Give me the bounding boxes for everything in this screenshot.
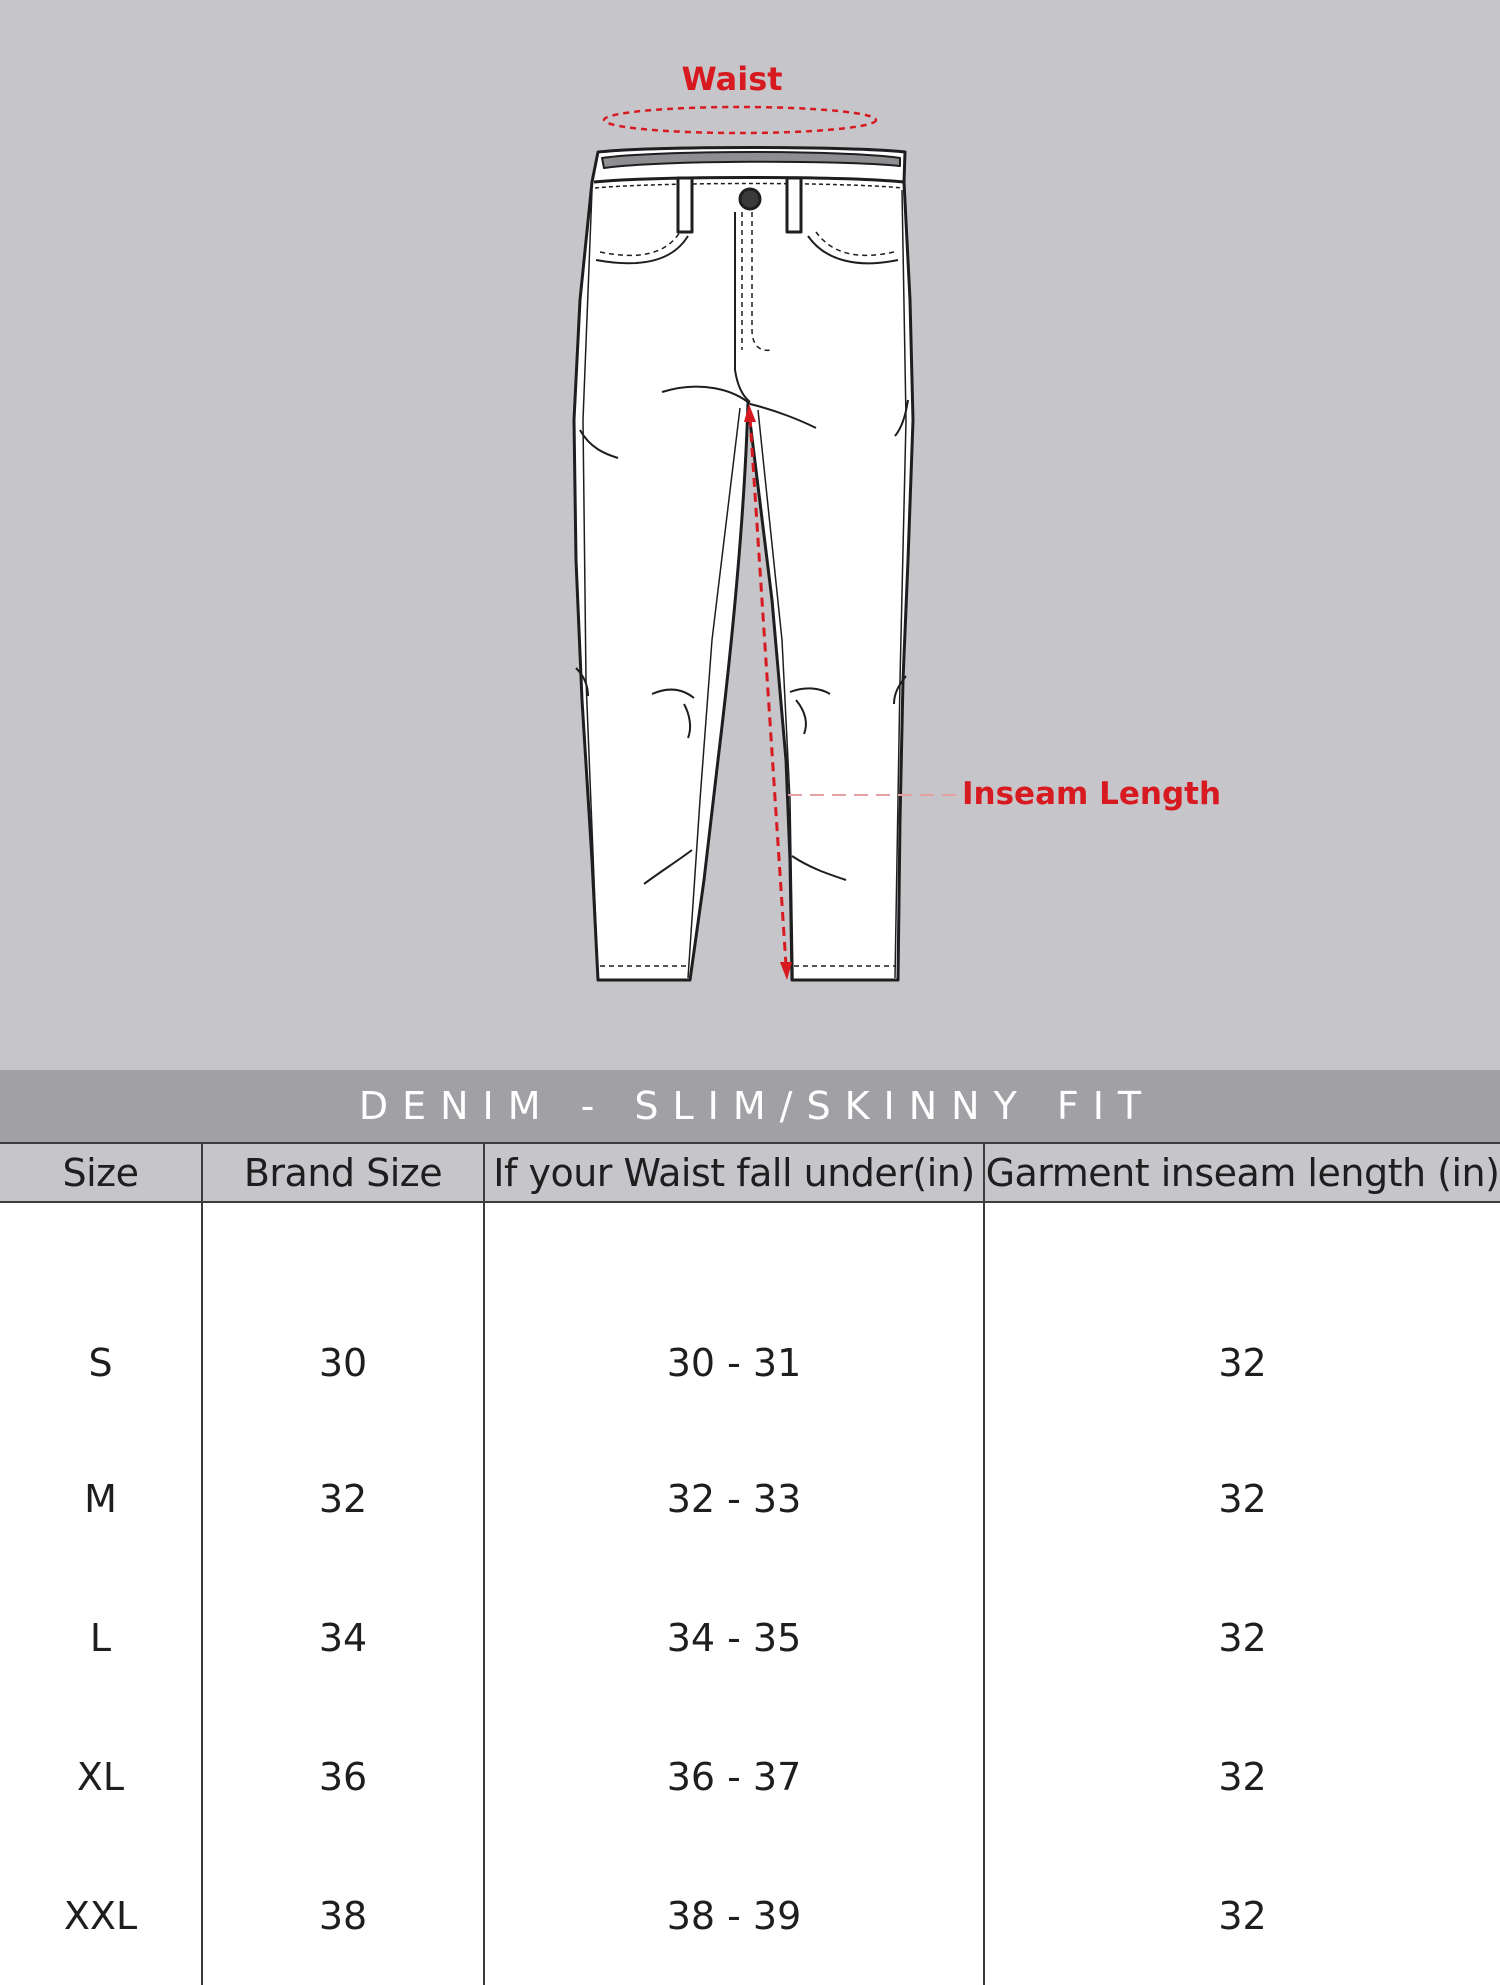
cell-brand-size: 32	[202, 1429, 484, 1568]
cell-waist-range: 34 - 35	[484, 1568, 984, 1707]
cell-size: L	[0, 1568, 202, 1707]
cell-inseam-length: 32	[984, 1202, 1500, 1429]
cell-waist-range: 38 - 39	[484, 1846, 984, 1985]
size-chart-table	[0, 1142, 1500, 1985]
column-header-size: Size	[0, 1143, 202, 1202]
cell-inseam-length: 32	[984, 1429, 1500, 1568]
cell-size: S	[0, 1202, 202, 1429]
cell-waist-range: 30 - 31	[484, 1202, 984, 1429]
table-row	[0, 1568, 1500, 1707]
column-header-brand-size: Brand Size	[202, 1143, 484, 1202]
cell-size: M	[0, 1429, 202, 1568]
table-header-row	[0, 1143, 1500, 1202]
table-row	[0, 1846, 1500, 1985]
table-row	[0, 1202, 1500, 1429]
cell-waist-range: 32 - 33	[484, 1429, 984, 1568]
cell-waist-range: 36 - 37	[484, 1707, 984, 1846]
column-header-inseam-length: Garment inseam length (in)	[984, 1143, 1500, 1202]
table-row	[0, 1429, 1500, 1568]
cell-inseam-length: 32	[984, 1707, 1500, 1846]
cell-inseam-length: 32	[984, 1846, 1500, 1985]
cell-inseam-length: 32	[984, 1568, 1500, 1707]
cell-size: XXL	[0, 1846, 202, 1985]
cell-brand-size: 30	[202, 1202, 484, 1429]
column-header-waist-range: If your Waist fall under(in)	[484, 1143, 984, 1202]
cell-brand-size: 34	[202, 1568, 484, 1707]
table-row	[0, 1707, 1500, 1846]
size-chart-title: DENIM - SLIM/SKINNY FIT	[0, 1070, 1500, 1142]
inseam-length-label: Inseam Length	[962, 776, 1222, 812]
cell-brand-size: 36	[202, 1707, 484, 1846]
waist-label: Waist	[681, 60, 783, 98]
cell-size: XL	[0, 1707, 202, 1846]
cell-brand-size: 38	[202, 1846, 484, 1985]
